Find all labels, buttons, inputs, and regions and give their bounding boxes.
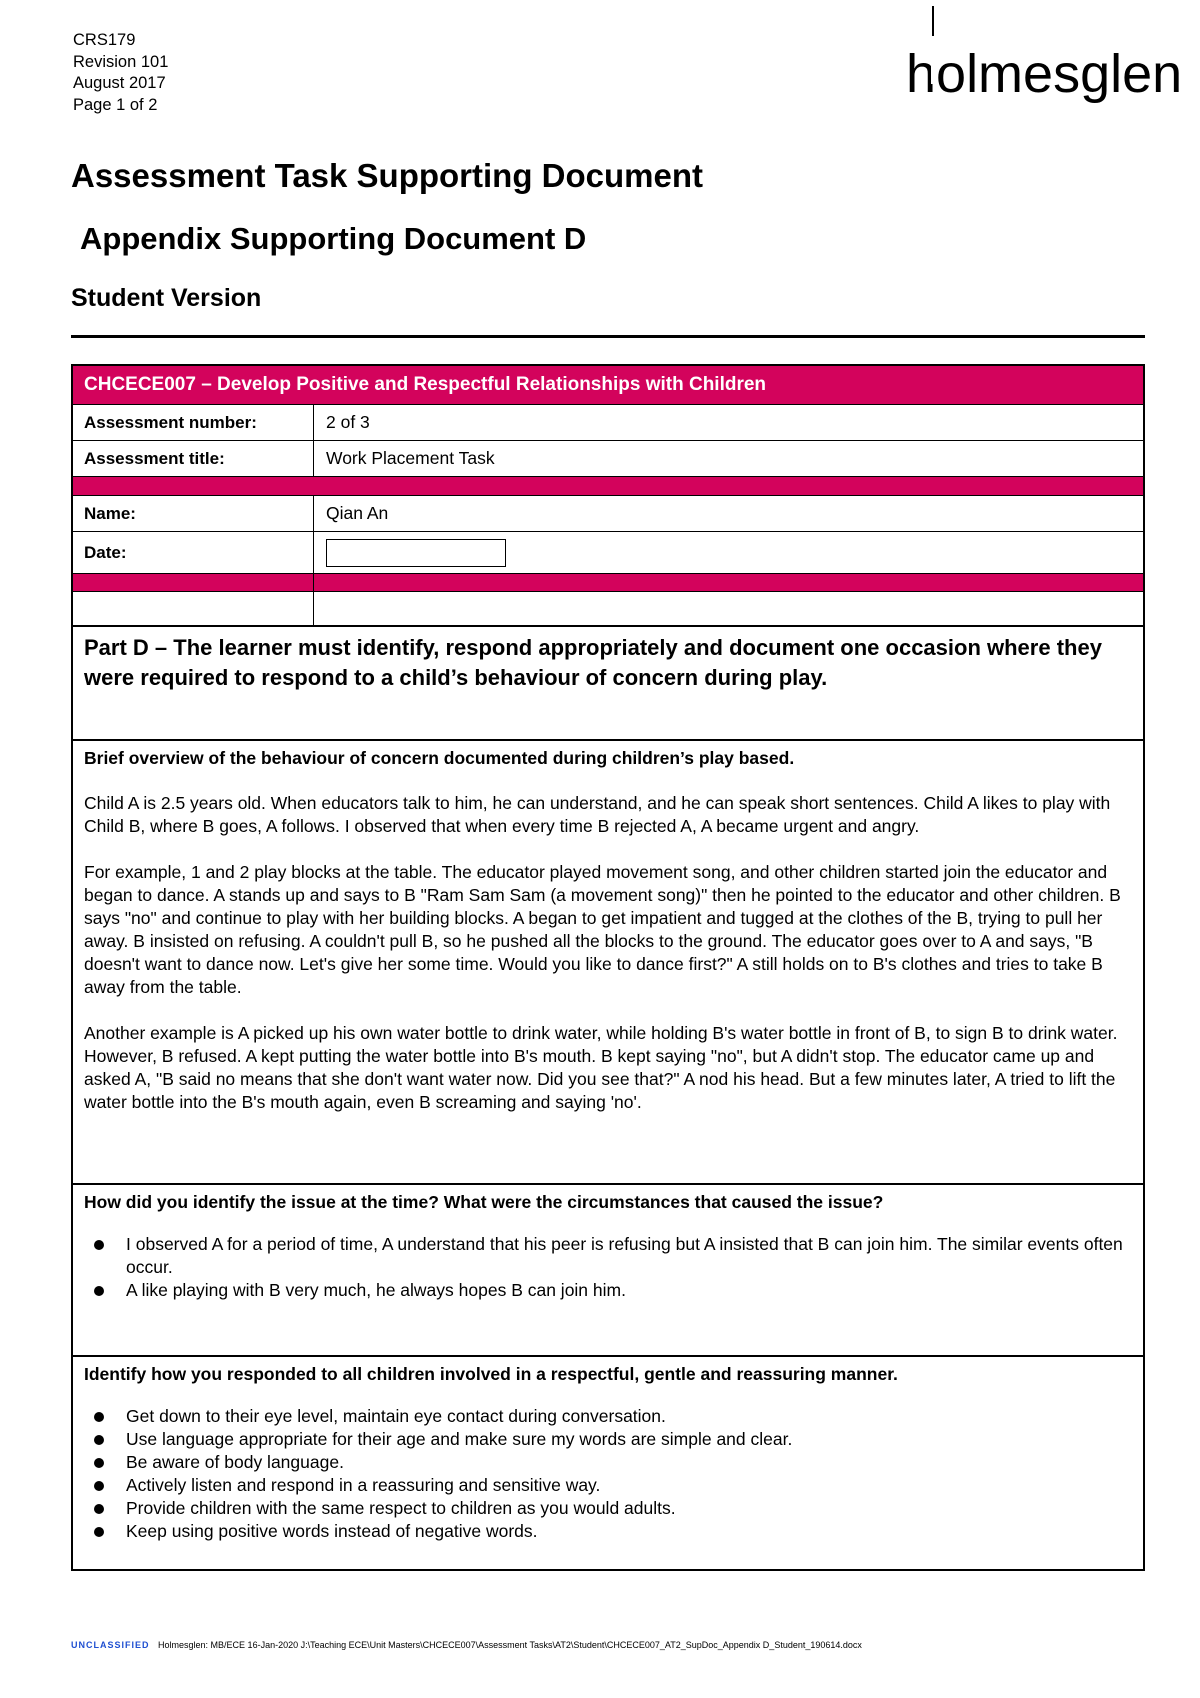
heading-divider <box>71 335 1145 338</box>
document-subtitle: Appendix Supporting Document D <box>80 221 587 256</box>
assessment-title-row <box>73 440 1143 476</box>
date-field[interactable] <box>326 539 506 567</box>
date-row <box>73 531 1143 573</box>
table-separator-2 <box>73 573 1143 591</box>
list-item: Get down to their eye level, maintain eye contact during conversation. <box>84 1405 1132 1428</box>
empty-row <box>73 591 1143 625</box>
overview-paragraph: Child A is 2.5 years old. When educators talk to him, he can understand, and he can speak short sentences. Child A likes to play with Child B, where B goes, A follows. I observed that when every time B rejected A, A became urgent and angry. <box>84 793 1111 836</box>
footer-path: Holmesglen: MB/ECE 16-Jan-2020 J:\Teaching ECE\Unit Masters\CHCECE007\Assessment Tasks\AT2\Student\CHCECE007_AT2_SupDoc_Appendix D_Student_190614.docx <box>158 1640 862 1650</box>
list-item: Use language appropriate for their age and make sure my words are simple and clear. <box>84 1428 1132 1451</box>
list-item: Provide children with the same respect to children as you would adults. <box>84 1497 1132 1520</box>
name-label: Name: <box>73 496 314 531</box>
assessment-number-row <box>73 404 1143 440</box>
list-item: Be aware of body language. <box>84 1451 1132 1474</box>
list-item: Actively listen and respond in a reassuring and sensitive way. <box>84 1474 1132 1497</box>
assessment-title-label: Assessment title: <box>73 441 314 476</box>
assessment-number-label: Assessment number: <box>73 405 314 440</box>
document-title: Assessment Task Supporting Document <box>71 157 704 194</box>
overview-paragraph: For example, 1 and 2 play blocks at the table. The educator played movement song, and other children started join the educator and began to dance. A stands up and says to B "Ram Sam Sam (a movement song)" then he pointed to the educator and other children. B says "no" and continue to play with her building blocks. A began to get impatient and tugged at the clothes of the B, trying to pull her away. B insisted on refusing. A couldn't pull B, so he pushed all the blocks to the ground. The educator goes over to A and says, "B doesn't want to dance now. Let's give her some time. Would you like to dance first?" A still holds on to B's clothes and tries to take B away from the table. <box>84 862 1121 997</box>
part-d-header <box>73 625 1143 739</box>
list-item: A like playing with B very much, he always hopes B can join him. <box>84 1279 1132 1302</box>
unit-title: CHCECE007 – Develop Positive and Respectful Relationships with Children <box>73 366 1143 404</box>
list-item: I observed A for a period of time, A understand that his peer is refusing but A insisted that B can join him. The similar events often occur. <box>84 1233 1132 1279</box>
table-separator <box>73 476 1143 495</box>
overview-question: Brief overview of the behaviour of concern documented during children’s play based. <box>84 748 795 768</box>
document-revision: Revision 101 <box>73 52 169 71</box>
respond-question: Identify how you responded to all children involved in a respectful, gentle and reassuring manner. <box>84 1364 898 1384</box>
document-code: CRS179 <box>73 31 136 49</box>
assessment-number-value: 2 of 3 <box>326 412 370 432</box>
assessment-table <box>71 364 1145 1571</box>
page-number: Page 1 of 2 <box>73 95 158 114</box>
classification-label: UNCLASSIFIED <box>71 1640 150 1650</box>
document-version: Student Version <box>71 284 262 312</box>
part-d-title: Part D – The learner must identify, respond appropriately and document one occasion where they were required to respond to a child’s behaviour of concern during play. <box>84 635 1102 690</box>
respond-section <box>73 1355 1143 1569</box>
page-footer <box>71 1640 862 1650</box>
name-row <box>73 495 1143 531</box>
respond-list <box>84 1405 1132 1543</box>
logo-text: holmesglen <box>906 44 1183 104</box>
date-label: Date: <box>73 532 314 573</box>
name-value: Qian An <box>326 503 389 523</box>
list-item: Keep using positive words instead of negative words. <box>84 1520 1132 1543</box>
identify-section <box>73 1183 1143 1355</box>
assessment-title-value: Work Placement Task <box>326 448 495 468</box>
document-date: August 2017 <box>73 74 166 92</box>
identify-question: How did you identify the issue at the time? What were the circumstances that caused the issue? <box>84 1192 884 1212</box>
document-meta <box>73 30 168 116</box>
holmesglen-logo <box>906 6 1183 116</box>
overview-paragraph: Another example is A picked up his own water bottle to drink water, while holding B's water bottle in front of B, to sign B to drink water. However, B refused. A kept putting the water bottle into B's mouth. B kept saying "no", but A didn't stop. The educator came up and asked A, "B said no means that she don't want water now. Did you see that?" A nod his head. But a few minutes later, A tried to lift the water bottle into the B's mouth again, even B screaming and saying 'no'. <box>84 1023 1118 1112</box>
identify-list <box>84 1233 1132 1302</box>
overview-section <box>73 739 1143 1183</box>
